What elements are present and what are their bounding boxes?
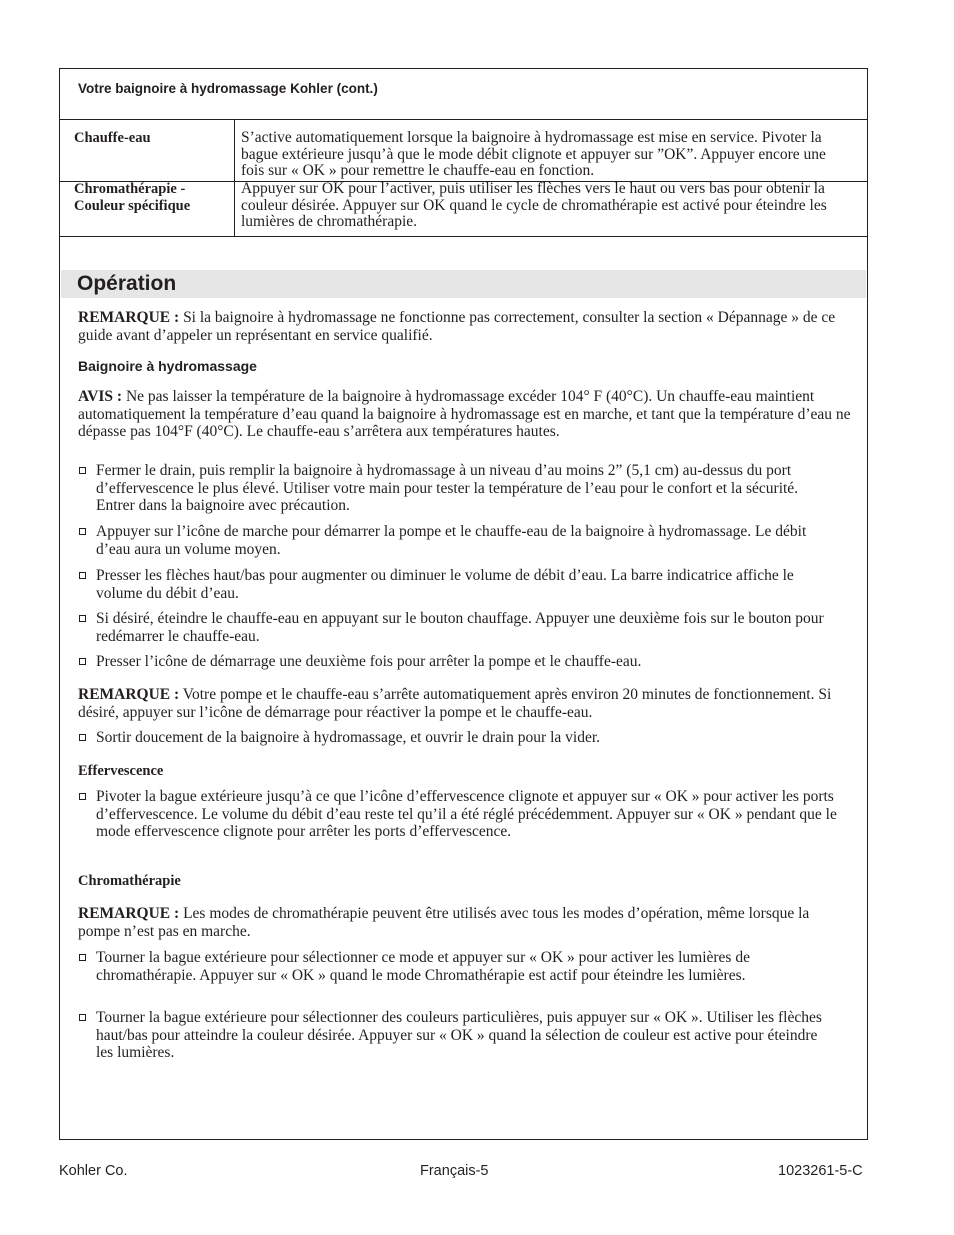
remarque-paragraph: REMARQUE : Les modes de chromathérapie peuvent être utilisés avec tous les modes d’opération, même lorsque la pompe n’est pas en marche. (78, 905, 810, 940)
list-item: Sortir doucement de la baignoire à hydromassage, et ouvrir le drain pour la vider. (78, 729, 838, 747)
subhead-chromatherapie: Chromathérapie (78, 873, 181, 889)
footer-company: Kohler Co. (59, 1163, 128, 1179)
footer-document-id: 1023261-5-C (778, 1163, 863, 1179)
checkbox-square-icon (79, 734, 86, 741)
remarque-paragraph: REMARQUE : Votre pompe et le chauffe-eau s’arrête automatiquement après environ 20 minutes de fonctionnement. Si désiré, appuyer sur l’icône de démarrage pour réactiver la pompe et le chauffe-eau. (78, 686, 832, 721)
remarque-paragraph: REMARQUE : Si la baignoire à hydromassage ne fonctionne pas correctement, consulter la section « Dépannage » de ce guide avant d’appeler un représentant en service qualifié. (78, 309, 836, 344)
checkbox-square-icon (79, 1014, 86, 1021)
list-item: Tourner la bague extérieure pour sélectionner des couleurs particulières, puis appuyer sur « OK ». Utiliser les flèches haut/bas pour atteindre la couleur désirée. Appuyer sur « OK » quand la sélection de couleur est active pour éteindre les lumières. (78, 1009, 838, 1062)
table-column-divider (234, 119, 235, 236)
list-item: Pivoter la bague extérieure jusqu’à ce que l’icône d’effervescence clignote et appuyer sur « OK » pour activer les ports d’effervescence. Le volume du débit d’eau reste tel qu’il a été réglé précédemment. Appuyer sur « OK » pendant que le mode effervescence clignote pour arrêter les ports d’effervescence. (78, 788, 838, 841)
section-header (61, 270, 866, 298)
checkbox-square-icon (79, 658, 86, 665)
table-title: Votre baignoire à hydromassage Kohler (cont.) (78, 81, 378, 96)
checkbox-square-icon (79, 572, 86, 579)
row-text-chromatherapie: Appuyer sur OK pour l’activer, puis utiliser les flèches vers le haut ou vers bas pour obtenir la couleur désirée. Appuyer sur OK quand le cycle de chromathérapie est activé pour éteindre les lumières de chromathérapie. (241, 180, 827, 230)
page-frame (59, 68, 868, 1140)
list-item: Appuyer sur l’icône de marche pour démarrer la pompe et le chauffe-eau de la baignoire à hydromassage. Le débit d’eau aura un volume moyen. (78, 523, 838, 558)
list-item: Si désiré, éteindre le chauffe-eau en appuyant sur le bouton chauffage. Appuyer une deuxième fois sur le bouton pour redémarrer le chauffe-eau. (78, 610, 838, 645)
row-label-chauffe-eau: Chauffe-eau (74, 130, 151, 146)
subhead-hydromassage: Baignoire à hydromassage (78, 358, 257, 374)
checkbox-square-icon (79, 467, 86, 474)
table-rule (60, 119, 867, 120)
checkbox-square-icon (79, 793, 86, 800)
avis-paragraph: AVIS : Ne pas laisser la température de la baignoire à hydromassage excéder 104° F (40°C). Un chauffe-eau maintient automatiquement la température d’eau quand la baignoire à hydromassage est en marche, et tant que la température d’eau ne dépasse pas 104°F (40°C). Le chauffe-eau s’arrêtera aux températures hautes. (78, 388, 851, 440)
list-item: Fermer le drain, puis remplir la baignoire à hydromassage à un niveau d’au moins 2” (5,1 cm) au-dessus du port d’effervescence le plus élevé. Utiliser votre main pour tester la température de l’eau pour le confort et la sécurité. Entrer dans la baignoire avec précaution. (78, 462, 838, 515)
section-title: Opération (77, 272, 177, 295)
list-item: Presser les flèches haut/bas pour augmenter ou diminuer le volume de débit d’eau. La barre indicatrice affiche le volume du débit d’eau. (78, 567, 838, 602)
row-text-chauffe-eau: S’active automatiquement lorsque la baignoire à hydromassage est mise en service. Pivoter la bague extérieure jusqu’à que le mode débit clignote et appuyer sur ”OK”. Appuyer encore une fois sur « OK » pour remettre le chauffe-eau en fonction. (241, 129, 826, 179)
checkbox-square-icon (79, 954, 86, 961)
row-label-chromatherapie: Chromathérapie - Couleur spécifique (74, 181, 191, 214)
list-item: Tourner la bague extérieure pour sélectionner ce mode et appuyer sur « OK » pour activer les lumières de chromathérapie. Appuyer sur « OK » quand le mode Chromathérapie est actif pour éteindre les lumières. (78, 949, 838, 984)
footer-page-number: Français-5 (420, 1163, 489, 1179)
checkbox-square-icon (79, 528, 86, 535)
subhead-effervescence: Effervescence (78, 763, 164, 779)
list-item: Presser l’icône de démarrage une deuxième fois pour arrêter la pompe et le chauffe-eau. (78, 653, 838, 671)
table-rule (60, 236, 867, 237)
checkbox-square-icon (79, 615, 86, 622)
